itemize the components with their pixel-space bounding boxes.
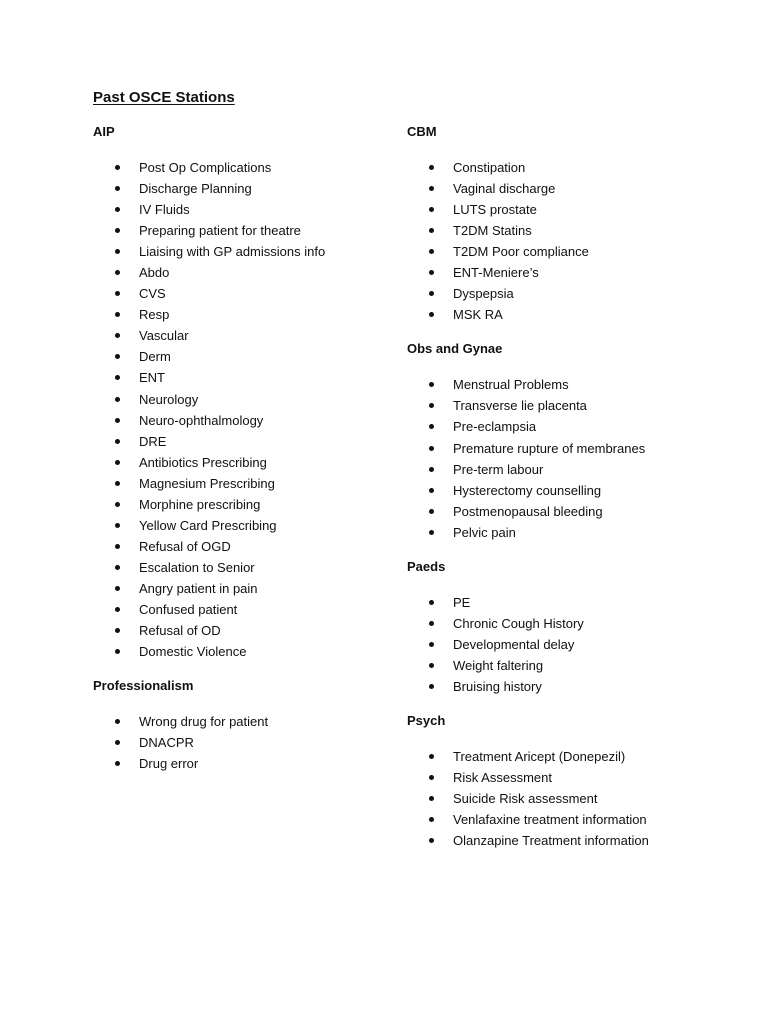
list-item-label: ENT-Meniere’s bbox=[453, 265, 539, 281]
list-item-label: PE bbox=[453, 594, 471, 610]
list-item-label: Hysterectomy counselling bbox=[453, 482, 602, 498]
bullet-list bbox=[407, 592, 737, 697]
list-item bbox=[93, 641, 393, 662]
list-item-label: Vaginal discharge bbox=[453, 181, 556, 197]
list-item-label: Post Op Complications bbox=[139, 160, 272, 175]
list-item bbox=[93, 599, 393, 620]
bullet-icon bbox=[115, 270, 120, 275]
list-item-label: Premature rupture of membranes bbox=[453, 440, 646, 456]
bullet-icon bbox=[115, 228, 120, 233]
bullet-icon bbox=[429, 621, 434, 626]
list-item-label: Olanzapine Treatment information bbox=[453, 833, 649, 849]
list-item-label: Yellow Card Prescribing bbox=[139, 517, 277, 533]
page-title: Past OSCE Stations bbox=[93, 89, 235, 106]
list-item bbox=[407, 304, 737, 325]
bullet-icon bbox=[115, 544, 120, 549]
list-item bbox=[93, 557, 393, 578]
list-item-label: Escalation to Senior bbox=[139, 559, 255, 575]
list-item bbox=[93, 753, 393, 774]
list-item bbox=[407, 501, 737, 522]
list-item bbox=[93, 410, 393, 431]
list-item-label: Transverse lie placenta bbox=[453, 398, 587, 414]
bullet-icon bbox=[115, 165, 120, 170]
bullet-icon bbox=[115, 354, 120, 359]
bullet-icon bbox=[429, 754, 434, 759]
list-item bbox=[407, 676, 737, 697]
bullet-list bbox=[407, 157, 737, 325]
list-item bbox=[93, 494, 393, 515]
list-item bbox=[93, 515, 393, 536]
list-item bbox=[407, 788, 737, 809]
bullet-list bbox=[93, 157, 393, 662]
section-heading: CBM bbox=[407, 124, 437, 139]
bullet-icon bbox=[429, 312, 434, 317]
list-item bbox=[407, 374, 737, 395]
list-item bbox=[93, 452, 393, 473]
list-item-label: Constipation bbox=[453, 160, 526, 175]
list-item-label: Neurology bbox=[139, 391, 199, 407]
list-item-label: Weight faltering bbox=[453, 657, 544, 673]
bullet-icon bbox=[429, 291, 434, 296]
list-item bbox=[407, 655, 737, 676]
bullet-icon bbox=[429, 817, 434, 822]
list-item bbox=[407, 809, 737, 830]
section-heading: AIP bbox=[93, 124, 115, 139]
list-item bbox=[407, 178, 737, 199]
bullet-icon bbox=[429, 424, 434, 429]
list-item-label: Magnesium Prescribing bbox=[139, 475, 275, 491]
bullet-icon bbox=[115, 375, 120, 380]
section bbox=[407, 341, 737, 542]
list-item bbox=[93, 199, 393, 220]
list-item bbox=[93, 711, 393, 732]
bullet-icon bbox=[429, 775, 434, 780]
list-item-label: IV Fluids bbox=[139, 202, 190, 218]
section bbox=[407, 124, 737, 325]
list-item-label: Wrong drug for patient bbox=[139, 714, 269, 730]
list-item bbox=[407, 746, 737, 767]
bullet-icon bbox=[115, 460, 120, 465]
list-item-label: Developmental delay bbox=[453, 636, 575, 652]
list-item bbox=[407, 830, 737, 851]
list-item bbox=[93, 732, 393, 753]
left-column bbox=[93, 124, 393, 790]
list-item bbox=[407, 241, 737, 262]
list-item-label: Dyspepsia bbox=[453, 286, 514, 302]
list-item bbox=[93, 157, 393, 178]
list-item-label: Venlafaxine treatment information bbox=[453, 812, 647, 828]
list-item-label: Derm bbox=[139, 349, 171, 365]
list-item bbox=[93, 389, 393, 410]
list-item-label: T2DM Statins bbox=[453, 223, 532, 239]
list-item bbox=[407, 522, 737, 543]
list-item-label: Abdo bbox=[139, 265, 170, 281]
list-item-label: Resp bbox=[139, 307, 170, 323]
bullet-icon bbox=[115, 249, 120, 254]
list-item-label: Antibiotics Prescribing bbox=[139, 454, 267, 470]
list-item bbox=[407, 199, 737, 220]
bullet-icon bbox=[115, 312, 120, 317]
section bbox=[407, 713, 737, 851]
list-item bbox=[93, 431, 393, 452]
bullet-icon bbox=[115, 481, 120, 486]
bullet-icon bbox=[115, 186, 120, 191]
bullet-icon bbox=[429, 530, 434, 535]
section bbox=[407, 559, 737, 697]
list-item bbox=[407, 613, 737, 634]
bullet-icon bbox=[115, 502, 120, 507]
list-item-label: Confused patient bbox=[139, 601, 238, 617]
list-item bbox=[93, 304, 393, 325]
list-item bbox=[407, 395, 737, 416]
list-item-label: Vascular bbox=[139, 328, 189, 344]
bullet-icon bbox=[429, 249, 434, 254]
list-item bbox=[93, 241, 393, 262]
list-item bbox=[93, 220, 393, 241]
section-heading: Professionalism bbox=[93, 678, 194, 694]
list-item-label: Preparing patient for theatre bbox=[139, 223, 301, 239]
bullet-icon bbox=[429, 796, 434, 801]
bullet-list bbox=[93, 711, 393, 774]
list-item bbox=[407, 416, 737, 437]
bullet-icon bbox=[115, 291, 120, 296]
section-heading: Obs and Gynae bbox=[407, 341, 503, 357]
bullet-icon bbox=[429, 207, 434, 212]
list-item bbox=[93, 367, 393, 388]
bullet-icon bbox=[115, 439, 120, 444]
list-item-label: Neuro-ophthalmology bbox=[139, 412, 264, 428]
bullet-icon bbox=[115, 418, 120, 423]
bullet-icon bbox=[429, 642, 434, 647]
list-item-label: DRE bbox=[139, 433, 167, 449]
list-item bbox=[93, 473, 393, 494]
list-item-label: Suicide Risk assessment bbox=[453, 791, 598, 807]
list-item bbox=[93, 325, 393, 346]
list-item-label: DNACPR bbox=[139, 735, 194, 751]
list-item-label: Morphine prescribing bbox=[139, 496, 261, 512]
bullet-icon bbox=[115, 207, 120, 212]
list-item bbox=[93, 346, 393, 367]
bullet-icon bbox=[429, 684, 434, 689]
list-item bbox=[93, 283, 393, 304]
list-item-label: MSK RA bbox=[453, 307, 503, 323]
bullet-icon bbox=[429, 403, 434, 408]
section bbox=[93, 124, 393, 662]
list-item-label: Pre-term labour bbox=[453, 461, 544, 477]
list-item-label: Menstrual Problems bbox=[453, 377, 569, 393]
list-item-label: Refusal of OD bbox=[139, 623, 221, 639]
list-item-label: Domestic Violence bbox=[139, 644, 247, 660]
bullet-icon bbox=[429, 186, 434, 191]
bullet-icon bbox=[115, 397, 120, 402]
list-item bbox=[93, 620, 393, 641]
list-item-label: ENT bbox=[139, 370, 165, 386]
bullet-icon bbox=[115, 628, 120, 633]
section bbox=[93, 678, 393, 774]
list-item bbox=[407, 438, 737, 459]
list-item-label: Chronic Cough History bbox=[453, 615, 584, 631]
bullet-icon bbox=[429, 270, 434, 275]
bullet-icon bbox=[115, 607, 120, 612]
list-item bbox=[93, 262, 393, 283]
list-item bbox=[407, 459, 737, 480]
bullet-list bbox=[407, 746, 737, 851]
bullet-icon bbox=[115, 719, 120, 724]
bullet-icon bbox=[429, 663, 434, 668]
bullet-icon bbox=[115, 740, 120, 745]
bullet-icon bbox=[115, 333, 120, 338]
list-item-label: CVS bbox=[139, 286, 166, 302]
list-item-label: Pelvic pain bbox=[453, 524, 516, 540]
list-item-label: Drug error bbox=[139, 756, 199, 772]
bullet-icon bbox=[429, 228, 434, 233]
list-item bbox=[407, 262, 737, 283]
bullet-icon bbox=[115, 761, 120, 766]
section-heading: Paeds bbox=[407, 558, 446, 574]
list-item-label: Postmenopausal bleeding bbox=[453, 503, 603, 519]
bullet-icon bbox=[429, 838, 434, 843]
list-item-label: Refusal of OGD bbox=[139, 538, 231, 554]
bullet-icon bbox=[429, 600, 434, 605]
list-item-label: Discharge Planning bbox=[139, 181, 252, 197]
list-item bbox=[93, 536, 393, 557]
list-item bbox=[93, 578, 393, 599]
bullet-icon bbox=[115, 649, 120, 654]
list-item bbox=[407, 767, 737, 788]
section-heading: Psych bbox=[407, 712, 446, 728]
bullet-icon bbox=[429, 488, 434, 493]
list-item bbox=[407, 592, 737, 613]
bullet-icon bbox=[115, 523, 120, 528]
list-item-label: T2DM Poor compliance bbox=[453, 244, 589, 260]
list-item-label: LUTS prostate bbox=[453, 202, 537, 218]
list-item bbox=[407, 220, 737, 241]
list-item-label: Pre-eclampsia bbox=[453, 419, 537, 435]
list-item-label: Bruising history bbox=[453, 678, 542, 694]
list-item bbox=[93, 178, 393, 199]
bullet-icon bbox=[429, 509, 434, 514]
list-item bbox=[407, 157, 737, 178]
bullet-list bbox=[407, 374, 737, 542]
list-item bbox=[407, 634, 737, 655]
bullet-icon bbox=[115, 586, 120, 591]
list-item-label: Risk Assessment bbox=[453, 770, 552, 786]
bullet-icon bbox=[429, 446, 434, 451]
list-item-label: Liaising with GP admissions info bbox=[139, 244, 326, 260]
bullet-icon bbox=[429, 467, 434, 472]
list-item bbox=[407, 283, 737, 304]
list-item bbox=[407, 480, 737, 501]
list-item-label: Angry patient in pain bbox=[139, 580, 258, 596]
bullet-icon bbox=[429, 165, 434, 170]
list-item-label: Treatment Aricept (Donepezil) bbox=[453, 748, 626, 764]
bullet-icon bbox=[429, 382, 434, 387]
bullet-icon bbox=[115, 565, 120, 570]
right-column bbox=[407, 124, 737, 867]
